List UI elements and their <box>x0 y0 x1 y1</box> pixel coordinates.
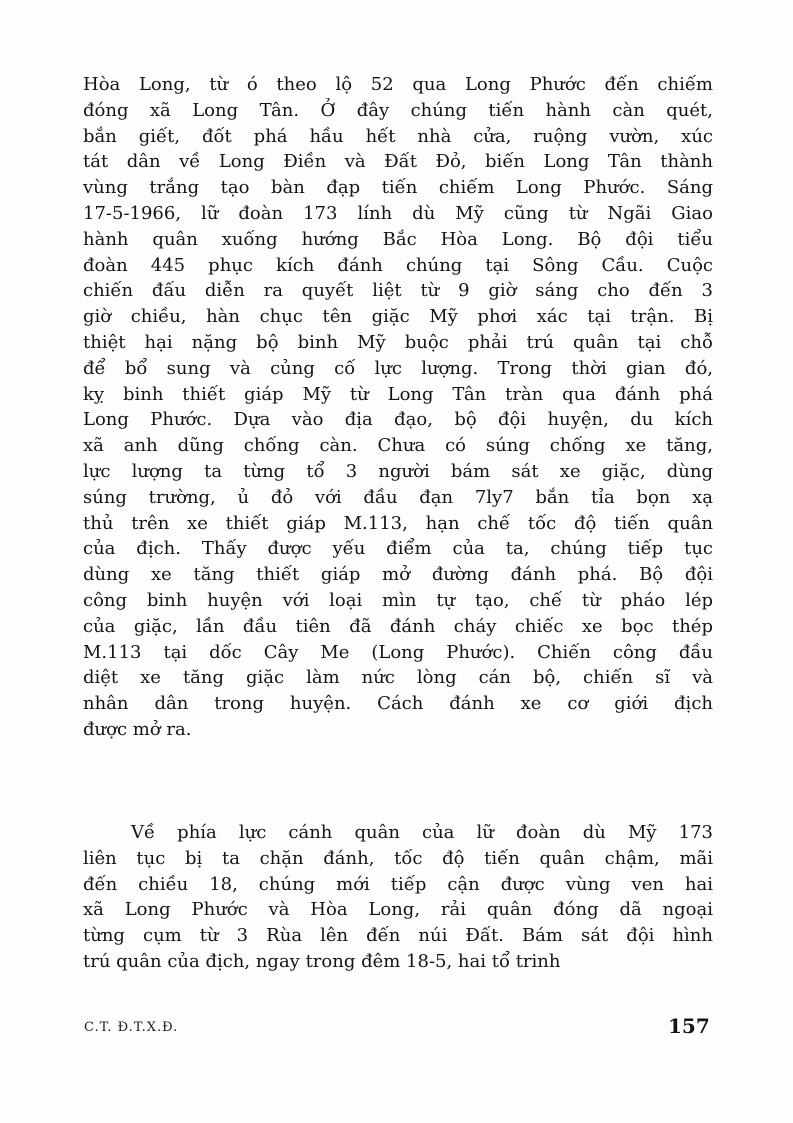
footer-signature: C.T. Đ.T.X.Đ. <box>84 1020 179 1035</box>
text-line: thủ trên xe thiết giáp M.113, hạn chế tốc độ tiến quân <box>83 512 713 534</box>
text-line: đóng xã Long Tân. Ở đây chúng tiến hành càn quét, <box>83 99 713 121</box>
text-line: súng trường, ủ đỏ với đầu đạn 7ly7 bắn tỉa bọn xạ <box>83 486 713 508</box>
text-line: của địch. Thấy được yếu điểm của ta, chúng tiếp tục <box>83 538 713 560</box>
text-line: tát dân về Long Điền và Đất Đỏ, biến Long Tân thành <box>83 151 713 173</box>
text-line: từng cụm từ 3 Rùa lên đến núi Đất. Bám sát đội hình <box>83 925 713 947</box>
text-line: trú quân của địch, ngay trong đêm 18-5, hai tổ trinh <box>83 950 561 972</box>
text-line: lực lượng ta từng tổ 3 người bám sát xe giặc, dùng <box>83 460 713 482</box>
text-line: xã Long Phước và Hòa Long, rải quân đóng dã ngoại <box>83 899 713 921</box>
text-line: dùng xe tăng thiết giáp mở đường đánh phá. Bộ đội <box>83 564 713 586</box>
text-line: vùng trắng tạo bàn đạp tiến chiếm Long Phước. Sáng <box>83 177 713 199</box>
text-line: đoàn 445 phục kích đánh chúng tại Sông Cầu. Cuộc <box>83 254 713 276</box>
text-line: thiệt hại nặng bộ binh Mỹ buộc phải trú quân tại chỗ <box>83 331 713 353</box>
text-line: công binh huyện với loại mìn tự tạo, chế từ pháo lép <box>83 589 713 611</box>
text-line: giờ chiều, hàn chục tên giặc Mỹ phơi xác tại trận. Bị <box>83 306 713 328</box>
text-line: nhân dân trong huyện. Cách đánh xe cơ giới địch <box>83 693 713 715</box>
paragraph-1 <box>83 72 713 743</box>
text-line: diệt xe tăng giặc làm nức lòng cán bộ, chiến sĩ và <box>83 667 713 689</box>
text-line: hành quân xuống hướng Bắc Hòa Long. Bộ đội tiểu <box>83 228 713 250</box>
text-line: bắn giết, đốt phá hầu hết nhà cửa, ruộng vườn, xúc <box>83 125 713 147</box>
text-line: M.113 tại dốc Cây Me (Long Phước). Chiến công đầu <box>83 641 713 663</box>
text-line: đến chiều 18, chúng mới tiếp cận được vùng ven hai <box>83 873 713 895</box>
text-line: 17-5-1966, lữ đoàn 173 lính dù Mỹ cũng từ Ngãi Giao <box>83 202 713 224</box>
text-line: liên tục bị ta chặn đánh, tốc độ tiến quân chậm, mãi <box>83 847 713 869</box>
text-line: Long Phước. Dựa vào địa đạo, bộ đội huyện, du kích <box>83 409 713 431</box>
text-line: chiến đấu diễn ra quyết liệt từ 9 giờ sáng cho đến 3 <box>83 280 713 302</box>
text-line: kỵ binh thiết giáp Mỹ từ Long Tân tràn qua đánh phá <box>83 383 713 405</box>
text-line: được mở ra. <box>83 718 192 740</box>
text-line: xã anh dũng chống càn. Chưa có súng chống xe tăng, <box>83 435 713 457</box>
text-line: để bổ sung và củng cố lực lượng. Trong thời gian đó, <box>83 357 713 379</box>
page-number: 157 <box>668 1014 710 1038</box>
text-line: của giặc, lần đầu tiên đã đánh cháy chiếc xe bọc thép <box>83 615 713 637</box>
text-line: Về phía lực cánh quân của lữ đoàn dù Mỹ 173 <box>131 822 713 843</box>
paragraph-2 <box>83 820 713 975</box>
text-line: Hòa Long, từ ó theo lộ 52 qua Long Phước đến chiếm <box>83 74 713 95</box>
